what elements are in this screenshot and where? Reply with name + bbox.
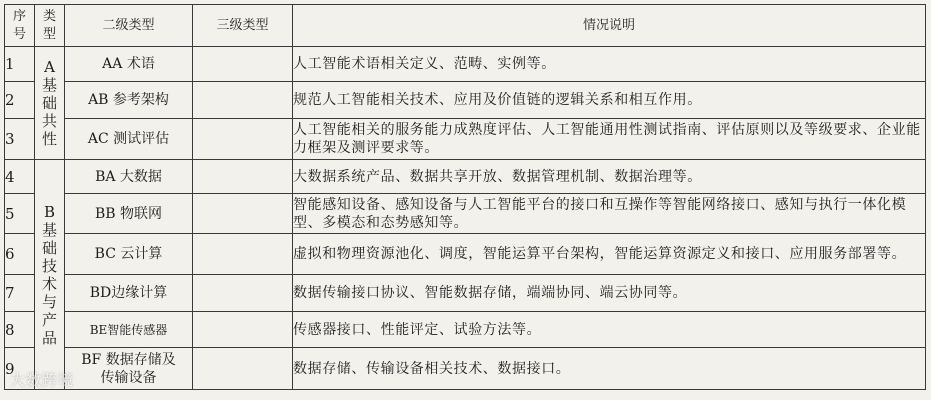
row-number: 4 xyxy=(5,160,35,194)
type-group-b: B基础技术与产品 xyxy=(35,160,65,390)
description: 虚拟和物理资源池化、调度，智能运算平台架构，智能运算资源定义和接口、应用服务部署等。 xyxy=(293,234,926,275)
table-row xyxy=(5,348,926,390)
third-level-type xyxy=(193,312,293,348)
description: 数据传输接口协议、智能数据存储，端端协同、端云协同等。 xyxy=(293,275,926,312)
type-group-a: A基础共性 xyxy=(35,47,65,160)
header-type: 类型 xyxy=(35,5,65,47)
description: 数据存储、传输设备相关技术、数据接口。 xyxy=(293,348,926,390)
third-level-type xyxy=(193,348,293,390)
second-level-type: AB 参考架构 xyxy=(65,82,193,119)
third-level-type xyxy=(193,119,293,160)
table-row xyxy=(5,234,926,275)
description: 人工智能相关的服务能力成熟度评估、人工智能通用性测试指南、评估原则以及等级要求、企业能力框架及测评要求等。 xyxy=(293,119,926,160)
third-level-type xyxy=(193,275,293,312)
table-row xyxy=(5,275,926,312)
table-row xyxy=(5,312,926,348)
second-level-type: BD边缘计算 xyxy=(65,275,193,312)
header-description: 情况说明 xyxy=(293,5,926,47)
header-row xyxy=(5,5,926,47)
third-level-type xyxy=(193,234,293,275)
table-row xyxy=(5,194,926,234)
second-level-type: BE智能传感器 xyxy=(65,312,193,348)
description: 人工智能术语相关定义、范畴、实例等。 xyxy=(293,47,926,82)
third-level-type xyxy=(193,47,293,82)
description: 传感器接口、性能评定、试验方法等。 xyxy=(293,312,926,348)
row-number: 9 xyxy=(5,348,35,390)
table-row xyxy=(5,160,926,194)
third-level-type xyxy=(193,194,293,234)
description: 规范人工智能相关技术、应用及价值链的逻辑关系和相互作用。 xyxy=(293,82,926,119)
standards-table-container xyxy=(4,4,926,390)
description: 大数据系统产品、数据共享开放、数据管理机制、数据治理等。 xyxy=(293,160,926,194)
second-level-type: AA 术语 xyxy=(65,47,193,82)
description: 智能感知设备、感知设备与人工智能平台的接口和互操作等智能网络接口、感知与执行一体化模型、多模态和态势感知等。 xyxy=(293,194,926,234)
row-number: 2 xyxy=(5,82,35,119)
row-number: 1 xyxy=(5,47,35,82)
row-number: 5 xyxy=(5,194,35,234)
standards-table xyxy=(4,4,926,390)
row-number: 3 xyxy=(5,119,35,160)
header-third-level: 三级类型 xyxy=(193,5,293,47)
table-row xyxy=(5,47,926,82)
table-row xyxy=(5,119,926,160)
row-number: 8 xyxy=(5,312,35,348)
header-seq: 序号 xyxy=(5,5,35,47)
third-level-type xyxy=(193,160,293,194)
watermark: 大数跨境 xyxy=(10,371,75,389)
second-level-type: BC 云计算 xyxy=(65,234,193,275)
row-number: 6 xyxy=(5,234,35,275)
second-level-type: AC 测试评估 xyxy=(65,119,193,160)
table-row xyxy=(5,82,926,119)
second-level-type: BB 物联网 xyxy=(65,194,193,234)
second-level-type: BA 大数据 xyxy=(65,160,193,194)
header-second-level: 二级类型 xyxy=(65,5,193,47)
row-number: 7 xyxy=(5,275,35,312)
third-level-type xyxy=(193,82,293,119)
second-level-type: BF 数据存储及传输设备 xyxy=(65,348,193,390)
